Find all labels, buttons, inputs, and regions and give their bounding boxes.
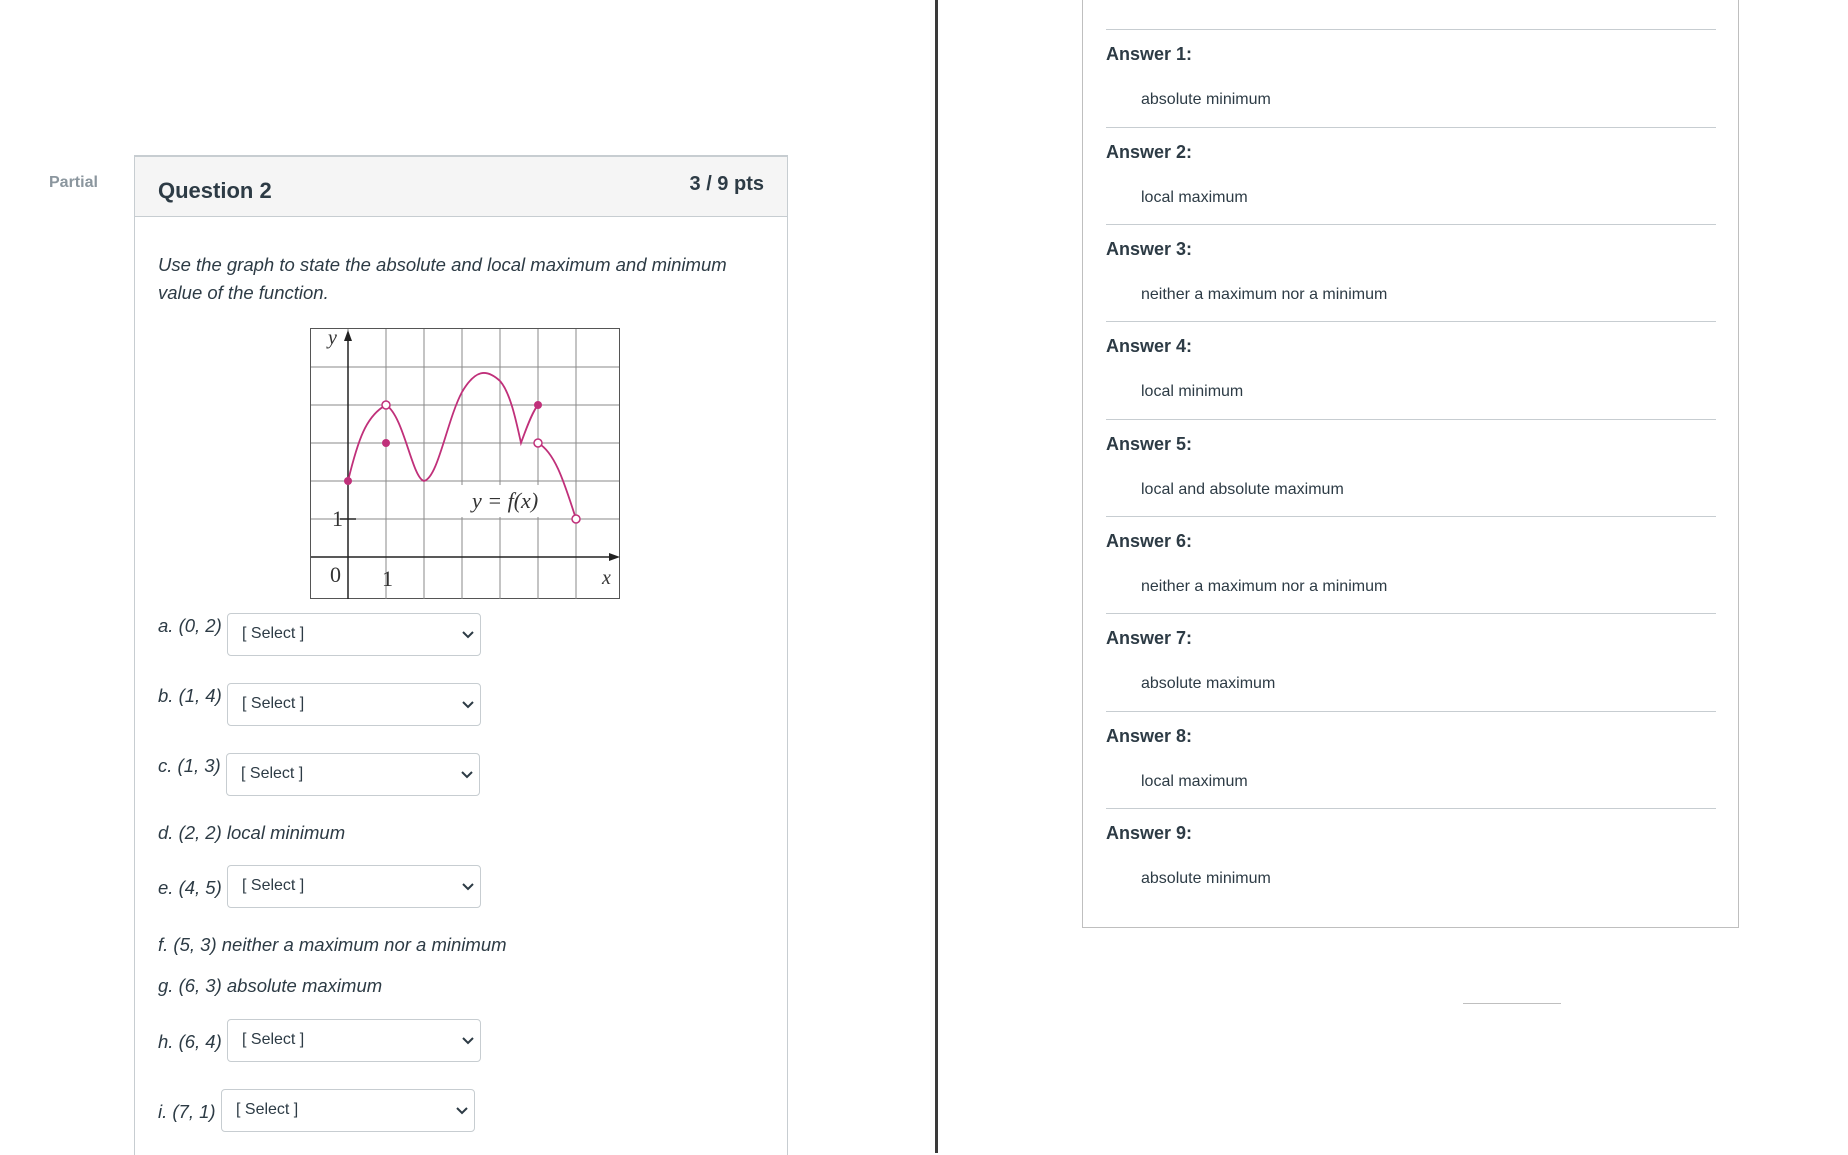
point-6-3-open bbox=[534, 439, 542, 447]
chevron-down-icon bbox=[460, 1032, 476, 1048]
answer-title: Answer 9: bbox=[1106, 823, 1193, 843]
item-i-select[interactable] bbox=[221, 1089, 475, 1132]
x-tick-label: 1 bbox=[382, 566, 393, 591]
answer-value: neither a maximum nor a minimum bbox=[1141, 578, 1388, 595]
item-i-label: i. (7, 1) bbox=[158, 1101, 216, 1123]
chevron-down-icon bbox=[454, 1102, 470, 1118]
answer-title: Answer 7: bbox=[1106, 628, 1193, 648]
select-value: [ Select ] bbox=[236, 1101, 299, 1118]
chevron-down-icon bbox=[460, 626, 476, 642]
item-d-label: d. (2, 2) local minimum bbox=[158, 822, 346, 844]
question-points: 3 / 9 pts bbox=[689, 173, 764, 195]
graph-frame bbox=[311, 329, 620, 599]
chevron-down-icon bbox=[460, 696, 476, 712]
answer-value: local and absolute maximum bbox=[1141, 481, 1344, 498]
item-h-select[interactable] bbox=[227, 1019, 481, 1062]
chevron-down-icon bbox=[459, 766, 475, 782]
answer-title: Answer 5: bbox=[1106, 434, 1193, 454]
page-divider bbox=[935, 0, 938, 1153]
question-prompt: Use the graph to state the absolute and local maximum and minimum value of the function. bbox=[158, 254, 727, 303]
point-7-1-open bbox=[572, 515, 580, 523]
select-value: [ Select ] bbox=[241, 765, 304, 782]
answer-value: local maximum bbox=[1141, 773, 1248, 790]
question-title: Question 2 bbox=[158, 178, 272, 203]
answer-title: Answer 3: bbox=[1106, 239, 1193, 259]
chevron-down-icon bbox=[460, 878, 476, 894]
answer-value: neither a maximum nor a minimum bbox=[1141, 286, 1388, 303]
answer-title: Answer 1: bbox=[1106, 44, 1193, 64]
item-e-label: e. (4, 5) bbox=[158, 877, 222, 899]
point-0-2 bbox=[344, 477, 352, 485]
item-b bbox=[158, 684, 222, 707]
item-h-label: h. (6, 4) bbox=[158, 1031, 222, 1053]
answer-value: absolute minimum bbox=[1141, 870, 1271, 887]
item-c-select[interactable] bbox=[226, 753, 480, 796]
item-e bbox=[158, 876, 222, 899]
answer-item-8 bbox=[1106, 711, 1716, 809]
answer-title: Answer 8: bbox=[1106, 726, 1193, 746]
item-g bbox=[158, 974, 382, 997]
item-f bbox=[158, 933, 507, 956]
stray-divider-line bbox=[1463, 1003, 1561, 1004]
answer-title: Answer 2: bbox=[1106, 142, 1193, 162]
answer-title: Answer 6: bbox=[1106, 531, 1193, 551]
answer-value: absolute maximum bbox=[1141, 675, 1276, 692]
curve-label: y = f(x) bbox=[472, 488, 539, 513]
answer-item-1 bbox=[1106, 29, 1716, 127]
answer-item-9 bbox=[1106, 808, 1716, 906]
item-e-select[interactable] bbox=[227, 865, 481, 908]
y-tick-label: 1 bbox=[332, 506, 343, 531]
item-a bbox=[158, 614, 222, 637]
function-graph bbox=[310, 328, 620, 600]
answer-item-4 bbox=[1106, 321, 1716, 419]
item-c bbox=[158, 754, 221, 777]
answer-value: local maximum bbox=[1141, 189, 1248, 206]
origin-label: 0 bbox=[330, 562, 341, 587]
item-b-label: b. (1, 4) bbox=[158, 685, 222, 707]
item-a-label: a. (0, 2) bbox=[158, 615, 222, 637]
item-f-label: f. (5, 3) neither a maximum nor a minimum bbox=[158, 934, 507, 956]
answers-panel bbox=[1082, 0, 1739, 928]
answer-item-5 bbox=[1106, 419, 1716, 517]
point-1-3 bbox=[382, 439, 390, 447]
answer-value: absolute minimum bbox=[1141, 91, 1271, 108]
item-c-label: c. (1, 3) bbox=[158, 755, 221, 777]
item-d bbox=[158, 821, 345, 844]
item-g-label: g. (6, 3) absolute maximum bbox=[158, 975, 383, 997]
answer-item-6 bbox=[1106, 516, 1716, 614]
answer-value: local minimum bbox=[1141, 383, 1244, 400]
point-1-4-open bbox=[382, 401, 390, 409]
select-value: [ Select ] bbox=[242, 695, 305, 712]
select-value: [ Select ] bbox=[242, 625, 305, 642]
item-a-select[interactable] bbox=[227, 613, 481, 656]
answer-item-2 bbox=[1106, 127, 1716, 225]
answer-title: Answer 4: bbox=[1106, 336, 1193, 356]
partial-status-label: Partial bbox=[49, 174, 98, 191]
question-card bbox=[134, 155, 788, 1155]
item-h bbox=[158, 1030, 222, 1053]
question-header bbox=[135, 157, 787, 217]
item-b-select[interactable] bbox=[227, 683, 481, 726]
y-axis-label: y bbox=[328, 328, 337, 349]
answer-item-3 bbox=[1106, 224, 1716, 322]
answer-item-7 bbox=[1106, 613, 1716, 711]
point-6-4 bbox=[534, 401, 542, 409]
select-value: [ Select ] bbox=[242, 877, 305, 894]
select-value: [ Select ] bbox=[242, 1031, 305, 1048]
item-i bbox=[158, 1100, 216, 1123]
x-axis-label: x bbox=[602, 567, 611, 589]
